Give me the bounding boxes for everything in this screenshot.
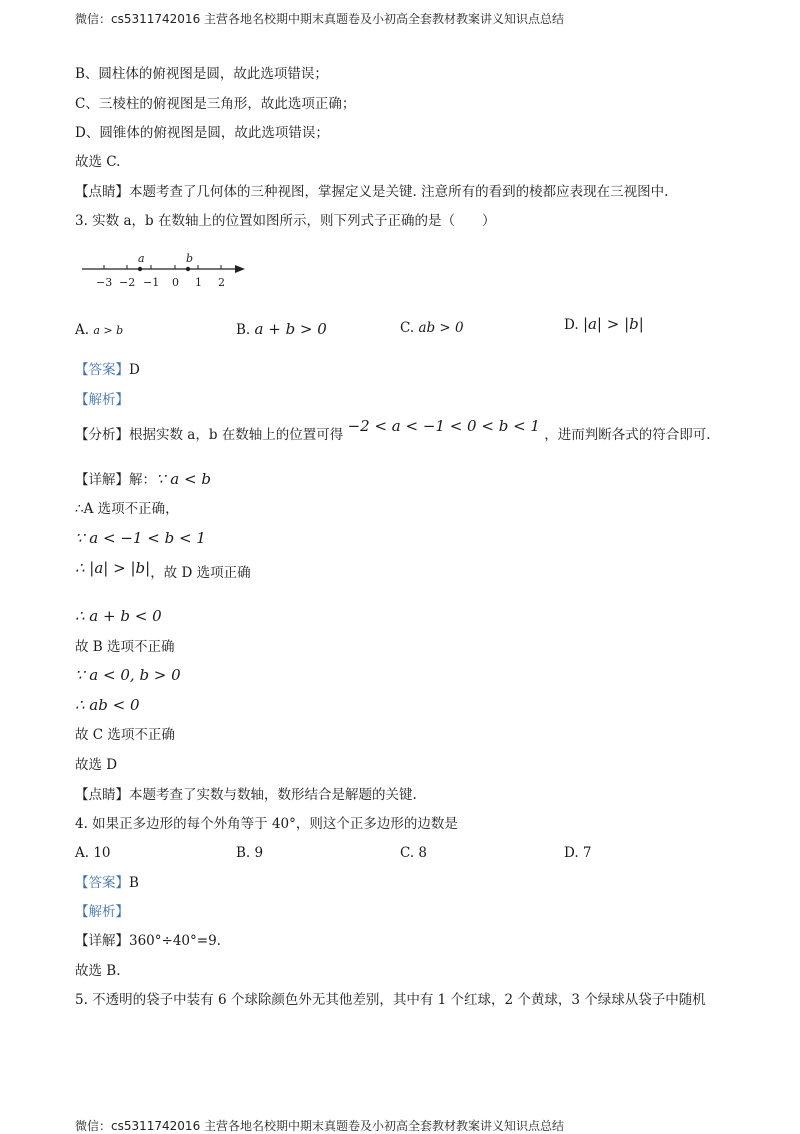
- tick-label: −1: [143, 276, 160, 289]
- number-line-figure: [80, 252, 255, 294]
- text-line: D、圆锥体的俯视图是圆，故此选项错误；: [75, 125, 329, 141]
- q4-option-b: B. 9: [236, 845, 264, 861]
- option-label: C.: [400, 320, 415, 336]
- detail-line: [75, 470, 211, 489]
- detail-tag: 【详解】解：: [75, 472, 156, 488]
- fenxi-text: 【分析】根据实数 a，b 在数轴上的位置可得: [75, 427, 344, 443]
- point-b: [186, 267, 190, 271]
- tick-label: −2: [119, 276, 136, 289]
- option-d: [564, 315, 644, 333]
- fenxi-text-post: ，进而判断各式的符合即可.: [544, 427, 711, 443]
- step-math: ∴ |a| > |b|: [75, 559, 151, 577]
- detail-math: ∵ a < b: [156, 470, 211, 488]
- conclusion-line: 故选 B.: [75, 963, 121, 979]
- answer-tag: 【答案】: [75, 362, 129, 378]
- option-label: B.: [236, 322, 251, 338]
- option-math: a + b > 0: [254, 320, 327, 338]
- remark-line: 【点睛】本题考查了实数与数轴，数形结合是解题的关键.: [75, 787, 417, 803]
- fenxi-math: −2 < a < −1 < 0 < b < 1: [347, 417, 540, 435]
- option-label: A.: [75, 322, 90, 338]
- step-line: [75, 559, 251, 582]
- option-label: D.: [564, 317, 579, 333]
- option-math: ab > 0: [418, 320, 464, 336]
- option-math: |a| > |b|: [582, 315, 644, 333]
- tick-label: 2: [218, 276, 225, 289]
- question-5: 5. 不透明的袋子中装有 6 个球除颜色外无其他差别，其中有 1 个红球，2 个黄球，3 个绿球从袋子中随机: [75, 992, 706, 1008]
- step-math: ∴ a + b < 0: [75, 607, 162, 625]
- step-line: 故 C 选项不正确: [75, 727, 175, 743]
- page-footer: 微信：cs5311742016 主营各地名校期中期末真题卷及小初高全套教材教案讲义知识点总结: [75, 1119, 565, 1133]
- point-a: [138, 267, 142, 271]
- page-header: 微信：cs5311742016 主营各地名校期中期末真题卷及小初高全套教材教案讲义知识点总结: [75, 12, 565, 26]
- q4-option-a: A. 10: [75, 845, 111, 861]
- tick-label: 0: [172, 276, 179, 289]
- remark-line: 【点睛】本题考查了几何体的三种视图，掌握定义是关键. 注意所有的看到的棱都应表现在三视图中.: [75, 184, 669, 200]
- analysis-tag: 【解析】: [75, 904, 129, 920]
- q4-option-d: D. 7: [564, 845, 592, 861]
- step-math: ∴ ab < 0: [75, 696, 140, 714]
- answer-value: B: [129, 875, 139, 891]
- answer-tag: 【答案】: [75, 875, 129, 891]
- step-text: ，故 D 选项正确: [150, 565, 251, 581]
- question-3: 3. 实数 a，b 在数轴上的位置如图所示，则下列式子正确的是（ ）: [75, 213, 496, 229]
- option-math: a > b: [93, 324, 124, 337]
- option-a: [75, 322, 123, 338]
- point-a-label: a: [138, 252, 145, 265]
- answer-line: [75, 874, 139, 892]
- tick-label: −3: [96, 276, 113, 289]
- step-line: ∴A 选项不正确，: [75, 501, 179, 517]
- detail-line: 【详解】360°÷40°=9.: [75, 933, 221, 949]
- step-math: ∵ a < −1 < b < 1: [75, 529, 206, 547]
- step-line: 故选 D: [75, 757, 118, 773]
- step-math: ∵ a < 0, b > 0: [75, 666, 181, 684]
- text-line: 故选 C.: [75, 154, 121, 170]
- answer-value: D: [129, 362, 140, 378]
- analysis-tag: 【解析】: [75, 392, 129, 408]
- text-line: B、圆柱体的俯视图是圆，故此选项错误；: [75, 66, 328, 82]
- point-b-label: b: [186, 252, 194, 265]
- option-c: [400, 320, 464, 336]
- question-4: 4. 如果正多边形的每个外角等于 40°，则这个正多边形的边数是: [75, 816, 458, 832]
- fenxi-line: [75, 417, 711, 448]
- answer-line: [75, 361, 140, 379]
- step-line: 故 B 选项不正确: [75, 639, 175, 655]
- option-b: [236, 320, 327, 338]
- tick-label: 1: [195, 276, 202, 289]
- q4-option-c: C. 8: [400, 845, 428, 861]
- text-line: C、三棱柱的俯视图是三角形，故此选项正确；: [75, 96, 356, 112]
